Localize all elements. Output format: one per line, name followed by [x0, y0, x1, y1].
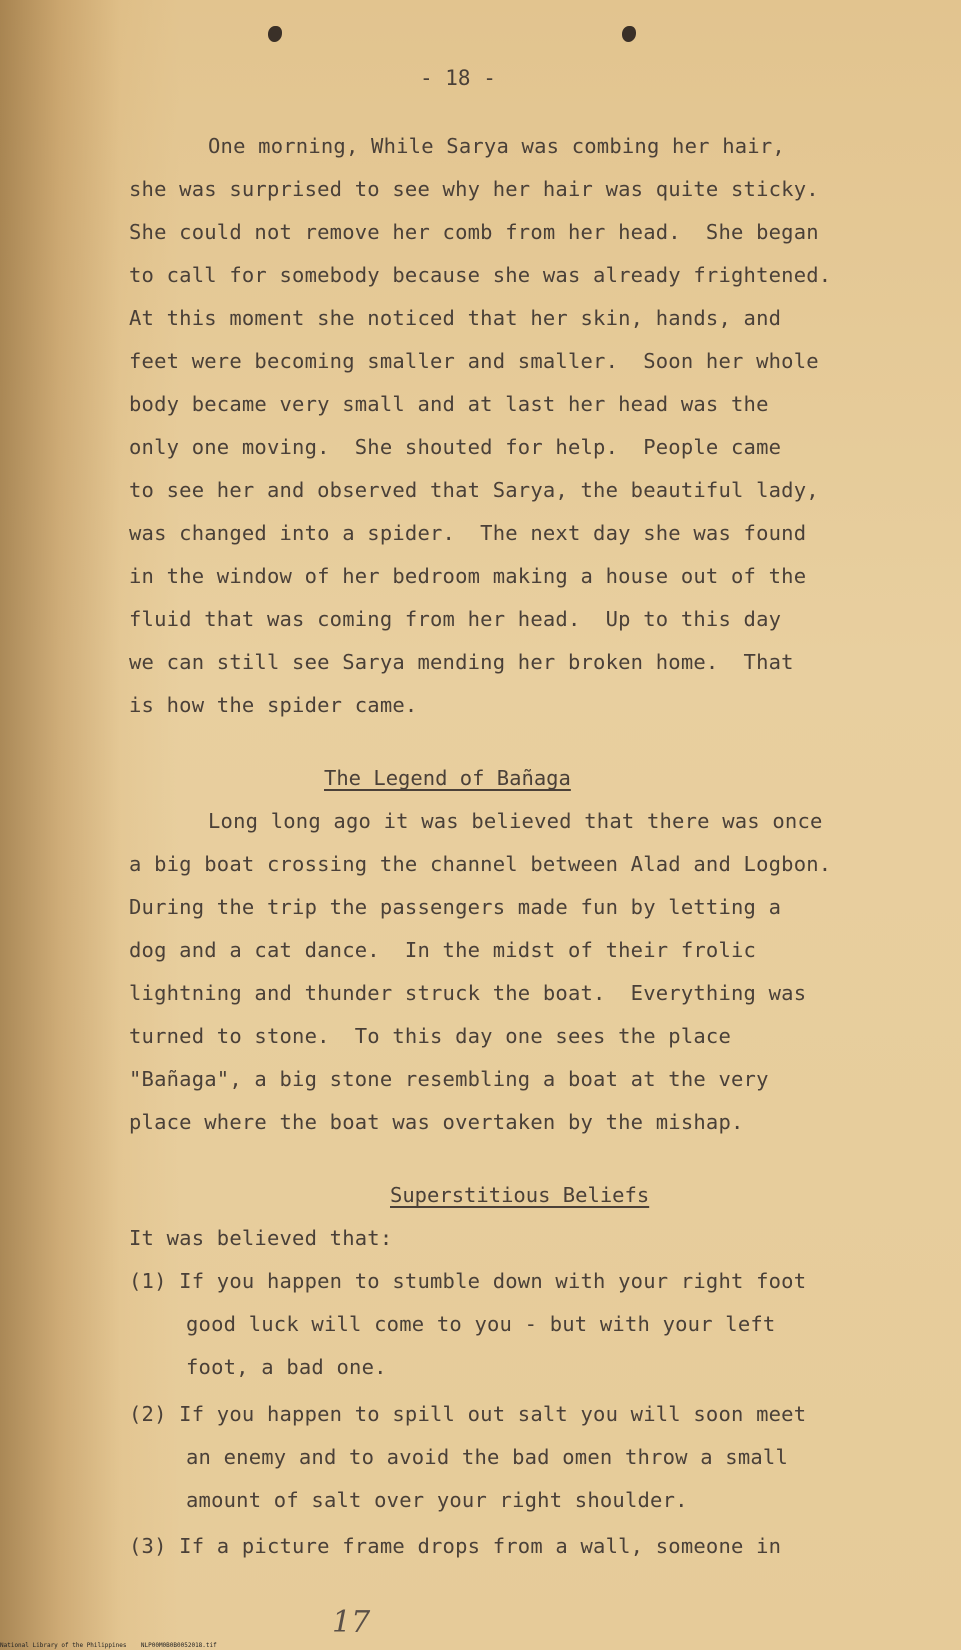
text-line: At this moment she noticed that her skin, hands, and: [129, 306, 782, 330]
text-line: an enemy and to avoid the bad omen throw a small: [186, 1445, 789, 1469]
text-line: only one moving. She shouted for help. People came: [129, 435, 782, 459]
punch-hole: [268, 26, 282, 42]
text-line: place where the boat was overtaken by the mishap.: [129, 1110, 744, 1134]
list-item-2: (2) If you happen to spill out salt you will soon meet: [129, 1402, 807, 1426]
page-number: - 18 -: [420, 66, 496, 90]
archive-footer: National Library of the Philippines NLP00M0B0B0052018.tif: [0, 1642, 217, 1649]
punch-hole: [622, 26, 636, 42]
text-line: One morning, While Sarya was combing her hair,: [208, 134, 785, 158]
list-item-3: (3) If a picture frame drops from a wall, someone in: [129, 1534, 782, 1558]
text-line: "Bañaga", a big stone resembling a boat at the very: [129, 1067, 769, 1091]
section-heading-legend: The Legend of Bañaga: [324, 766, 571, 790]
text-line: we can still see Sarya mending her broken home. That: [129, 650, 794, 674]
text-line: in the window of her bedroom making a house out of the: [129, 564, 807, 588]
text-line: dog and a cat dance. In the midst of their frolic: [129, 938, 757, 962]
text-line: She could not remove her comb from her head. She began: [129, 220, 819, 244]
handwritten-page-note: 17: [332, 1605, 371, 1640]
text-line: she was surprised to see why her hair was quite sticky.: [129, 177, 819, 201]
text-line: to see her and observed that Sarya, the beautiful lady,: [129, 478, 819, 502]
text-line: was changed into a spider. The next day she was found: [129, 521, 807, 545]
text-line: foot, a bad one.: [186, 1355, 387, 1379]
text-line: feet were becoming smaller and smaller. Soon her whole: [129, 349, 819, 373]
text-line: amount of salt over your right shoulder.: [186, 1488, 688, 1512]
text-line: body became very small and at last her head was the: [129, 392, 769, 416]
text-line: a big boat crossing the channel between Alad and Logbon.: [129, 852, 832, 876]
text-line: It was believed that:: [129, 1226, 393, 1250]
section-heading-beliefs: Superstitious Beliefs: [390, 1183, 650, 1207]
text-line: During the trip the passengers made fun by letting a: [129, 895, 782, 919]
list-item-1: (1) If you happen to stumble down with your right foot: [129, 1269, 807, 1293]
text-line: good luck will come to you - but with your left: [186, 1312, 776, 1336]
text-line: is how the spider came.: [129, 693, 418, 717]
text-line: fluid that was coming from her head. Up to this day: [129, 607, 782, 631]
text-line: Long long ago it was believed that there was once: [208, 809, 823, 833]
text-line: to call for somebody because she was already frightened.: [129, 263, 832, 287]
text-line: turned to stone. To this day one sees the place: [129, 1024, 732, 1048]
text-line: lightning and thunder struck the boat. Everything was: [129, 981, 807, 1005]
